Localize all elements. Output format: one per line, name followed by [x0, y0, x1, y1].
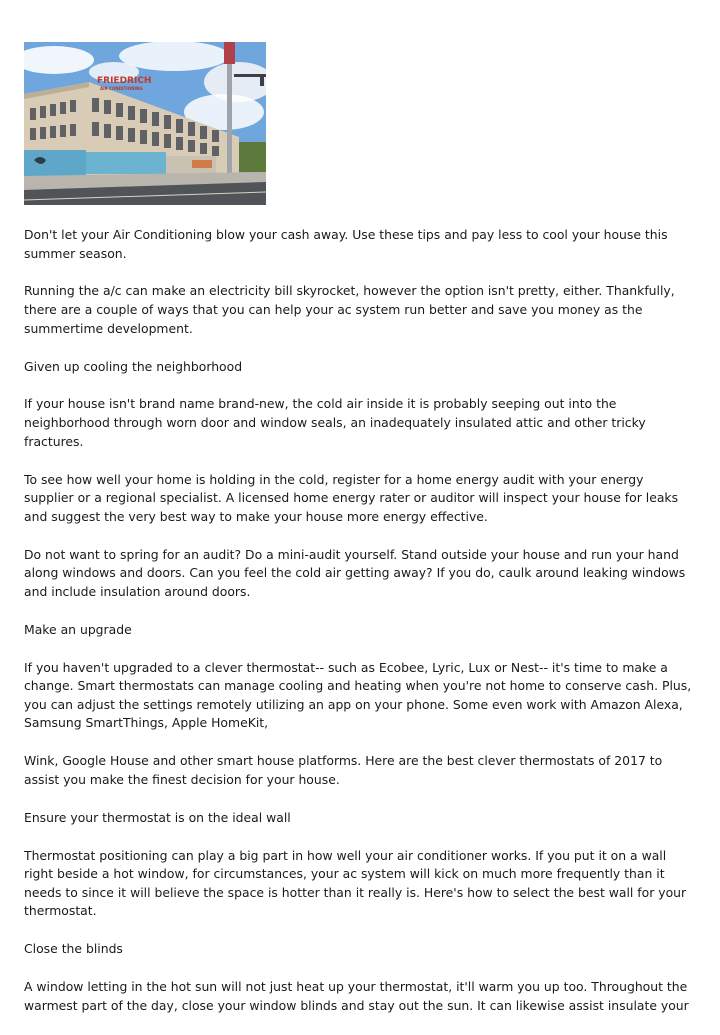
paragraph: Running the a/c can make an electricity bill skyrocket, however the option isn't pretty, either. Thankfully, there are a couple of ways that you can help your ac system run better and save you money as the summertime development. [24, 283, 675, 336]
paragraph: A window letting in the hot sun will not just heat up your thermostat, it'll warm you up too. Throughout the warmest part of the day, close your window blinds and stay out the sun. It can likewise assist insulate your [24, 979, 689, 1013]
paragraph: Do not want to spring for an audit? Do a mini-audit yourself. Stand outside your house and run your hand along windows and doors. Can you feel the cold air getting away? If you do, caulk around leaking windows and include insulation around doors. [24, 546, 686, 599]
paragraph: Wink, Google House and other smart house platforms. Here are the best clever thermostats of 2017 to assist you make the finest decision for your house. [24, 753, 663, 787]
section-heading: Given up cooling the neighborhood [24, 358, 243, 374]
intro-paragraph: Don't let your Air Conditioning blow your cash away. Use these tips and pay less to cool your house this summer season. [24, 227, 668, 261]
section-heading: Make an upgrade [24, 621, 132, 637]
paragraph: If your house isn't brand name brand-new, the cold air inside it is probably seeping out into the neighborhood through worn door and window seals, an inadequately insulated attic and other tricky fractures. [24, 396, 646, 449]
paragraph: Thermostat positioning can play a big part in how well your air conditioner works. If you put it on a wall right beside a hot window, for circumstances, your ac system will kick on much more frequently than it needs to since it will believe the space is hotter than it really is. Here's how to select the best wall for your thermostat. [24, 847, 687, 919]
photo-sign-line1: FRIEDRICH [97, 76, 152, 86]
paragraph: If you haven't upgraded to a clever thermostat-- such as Ecobee, Lyric, Lux or Nest-- it's time to make a change. Smart thermostats can manage cooling and heating when you're not home to conserve cash. Plus, you can adjust the settings remotely utilizing an app on your phone. Some even work with Amazon Alexa, Samsung SmartThings, Apple HomeKit, [24, 659, 692, 731]
article-body [24, 226, 696, 1035]
paragraph: To see how well your home is holding in the cold, register for a home energy audit with your energy supplier or a regional specialist. A licensed home energy rater or auditor will inspect your house for leaks and suggest the very best way to make your house more energy effective. [24, 471, 679, 524]
section-heading: Close the blinds [24, 941, 123, 957]
section-heading: Ensure your thermostat is on the ideal wall [24, 809, 291, 825]
photo-sign-line2: AIR CONDITIONING [100, 86, 143, 91]
building-photo [24, 42, 266, 205]
